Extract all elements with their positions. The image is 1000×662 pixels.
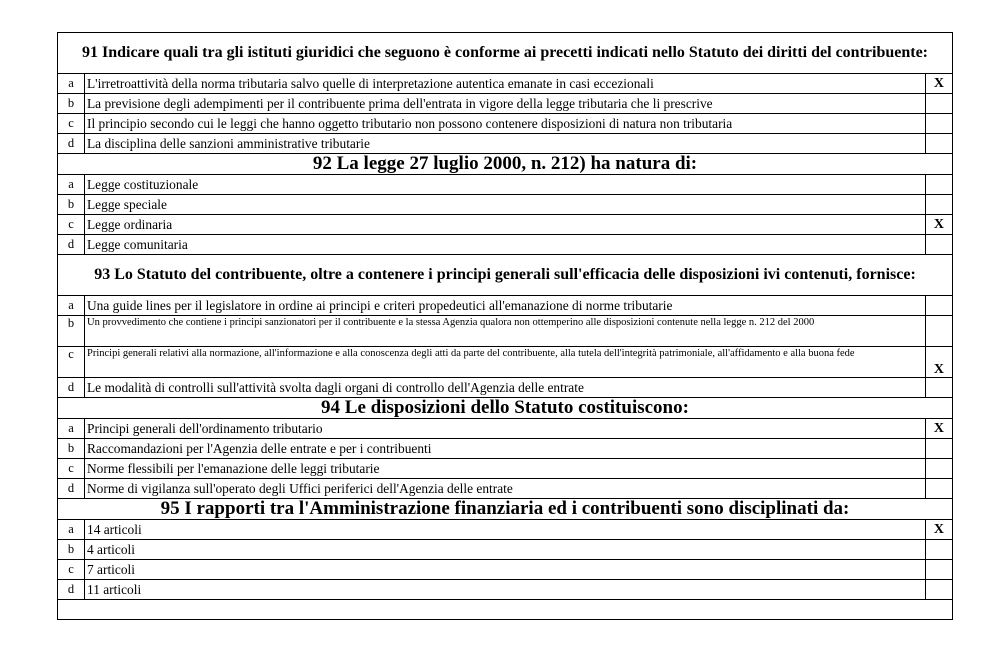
answer-row xyxy=(58,439,953,459)
answer-letter: a xyxy=(58,296,85,316)
answer-row xyxy=(58,520,953,540)
answer-text: Legge speciale xyxy=(85,195,926,215)
answer-row xyxy=(58,378,953,398)
correct-mark xyxy=(925,175,952,195)
answer-text: Principi generali dell'ordinamento tributario xyxy=(85,419,926,439)
question-title: 94 Le disposizioni dello Statuto costituiscono: xyxy=(58,398,953,419)
answer-text: Le modalità di controlli sull'attività svolta dagli organi di controllo dell'Agenzia delle entrate xyxy=(85,378,926,398)
answer-letter: b xyxy=(58,195,85,215)
answer-row xyxy=(58,419,953,439)
answer-letter: a xyxy=(58,520,85,540)
answer-letter: d xyxy=(58,378,85,398)
correct-mark xyxy=(925,235,952,255)
correct-mark xyxy=(925,560,952,580)
answer-letter: d xyxy=(58,580,85,600)
answer-text: Legge comunitaria xyxy=(85,235,926,255)
answer-row xyxy=(58,175,953,195)
correct-mark: X xyxy=(925,520,952,540)
answer-letter: b xyxy=(58,439,85,459)
answer-letter: c xyxy=(58,560,85,580)
question-header-93 xyxy=(58,255,953,296)
answer-letter: b xyxy=(58,540,85,560)
correct-mark xyxy=(925,439,952,459)
answer-text: Una guide lines per il legislatore in ordine ai principi e criteri propedeutici all'emanazione di norme tributarie xyxy=(85,296,926,316)
answer-text: Un provvedimento che contiene i principi sanzionatori per il contribuente e la stessa Agenzia qualora non ottemperino alle disposizioni contenute nella legge n. 212 del 2000 xyxy=(85,316,926,347)
answer-text: Norme flessibili per l'emanazione delle leggi tributarie xyxy=(85,459,926,479)
correct-mark: X xyxy=(925,74,952,94)
answer-row xyxy=(58,459,953,479)
correct-mark xyxy=(925,540,952,560)
correct-mark xyxy=(925,479,952,499)
correct-mark xyxy=(925,114,952,134)
answer-row xyxy=(58,296,953,316)
answer-letter: c xyxy=(58,459,85,479)
answer-text: Norme di vigilanza sull'operato degli Uffici periferici dell'Agenzia delle entrate xyxy=(85,479,926,499)
quiz-sheet xyxy=(57,32,953,620)
answer-text: L'irretroattività della norma tributaria salvo quelle di interpretazione autentica emanate in casi eccezionali xyxy=(85,74,926,94)
correct-mark xyxy=(925,134,952,154)
correct-mark xyxy=(925,94,952,114)
answer-letter: d xyxy=(58,134,85,154)
answer-text: 14 articoli xyxy=(85,520,926,540)
question-header-91 xyxy=(58,33,953,74)
empty-row xyxy=(58,600,953,620)
answer-row xyxy=(58,347,953,378)
answer-text: Legge costituzionale xyxy=(85,175,926,195)
correct-mark xyxy=(925,296,952,316)
answer-text: 4 articoli xyxy=(85,540,926,560)
correct-mark: X xyxy=(925,347,952,378)
question-title: 95 I rapporti tra l'Amministrazione finanziaria ed i contribuenti sono disciplinati da: xyxy=(58,499,953,520)
answer-row xyxy=(58,134,953,154)
correct-mark xyxy=(925,195,952,215)
correct-mark xyxy=(925,580,952,600)
answer-row xyxy=(58,195,953,215)
answer-text: Principi generali relativi alla normazione, all'informazione e alla conoscenza degli atti da parte del contribuente, alla tutela dell'integrità patrimoniale, all'affidamento e alla buona fede xyxy=(85,347,926,378)
correct-mark xyxy=(925,459,952,479)
answer-letter: c xyxy=(58,347,85,378)
answer-letter: d xyxy=(58,479,85,499)
answer-row xyxy=(58,479,953,499)
answer-row xyxy=(58,94,953,114)
answer-text: 7 articoli xyxy=(85,560,926,580)
answer-text: Legge ordinaria xyxy=(85,215,926,235)
answer-letter: c xyxy=(58,215,85,235)
answer-letter: a xyxy=(58,74,85,94)
answer-text: Il principio secondo cui le leggi che hanno oggetto tributario non possono contenere disposizioni di natura non tributaria xyxy=(85,114,926,134)
question-header-94 xyxy=(58,398,953,419)
question-header-92 xyxy=(58,154,953,175)
question-header-95 xyxy=(58,499,953,520)
correct-mark xyxy=(925,378,952,398)
answer-letter: a xyxy=(58,419,85,439)
answer-row xyxy=(58,560,953,580)
answer-row xyxy=(58,235,953,255)
question-title: 93 Lo Statuto del contribuente, oltre a contenere i principi generali sull'efficacia delle disposizioni ivi contenuti, fornisce: xyxy=(58,255,953,296)
answer-letter: a xyxy=(58,175,85,195)
answer-row xyxy=(58,215,953,235)
answer-row xyxy=(58,316,953,347)
answer-row xyxy=(58,74,953,94)
answer-letter: b xyxy=(58,316,85,347)
answer-text: Raccomandazioni per l'Agenzia delle entrate e per i contribuenti xyxy=(85,439,926,459)
answer-text: La disciplina delle sanzioni amministrative tributarie xyxy=(85,134,926,154)
answer-letter: b xyxy=(58,94,85,114)
answer-row xyxy=(58,580,953,600)
answer-row xyxy=(58,114,953,134)
empty-cell xyxy=(58,600,953,620)
quiz-table xyxy=(57,32,953,620)
answer-letter: c xyxy=(58,114,85,134)
question-title: 91 Indicare quali tra gli istituti giuridici che seguono è conforme ai precetti indicati nello Statuto dei diritti del contribuente: xyxy=(58,33,953,74)
question-title: 92 La legge 27 luglio 2000, n. 212) ha natura di: xyxy=(58,154,953,175)
answer-row xyxy=(58,540,953,560)
correct-mark: X xyxy=(925,215,952,235)
answer-text: La previsione degli adempimenti per il contribuente prima dell'entrata in vigore della legge tributaria che li prescrive xyxy=(85,94,926,114)
correct-mark: X xyxy=(925,419,952,439)
answer-letter: d xyxy=(58,235,85,255)
correct-mark xyxy=(925,316,952,347)
answer-text: 11 articoli xyxy=(85,580,926,600)
